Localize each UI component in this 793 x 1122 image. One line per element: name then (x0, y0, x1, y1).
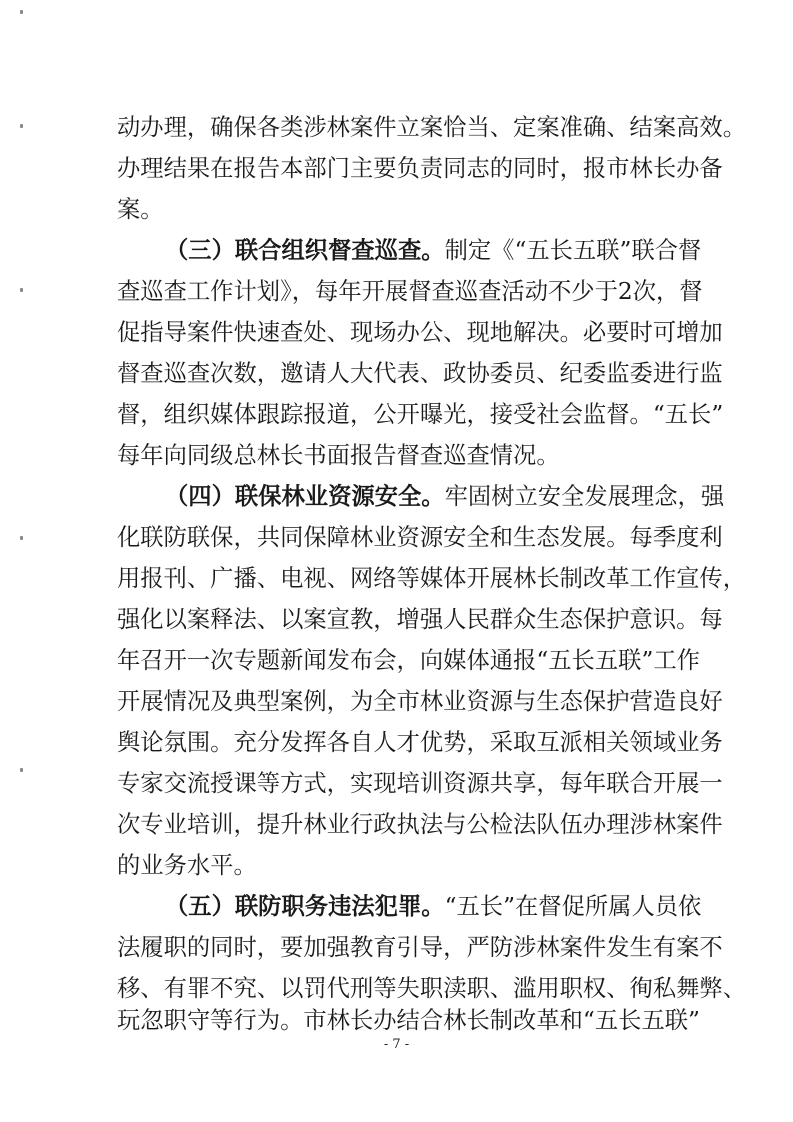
section-heading: （五）联防职务违法犯罪。 (165, 893, 445, 920)
scan-mark (20, 536, 23, 540)
section-heading-text: 牢固树立安全发展理念，强 (444, 483, 725, 510)
section-heading: （三）联合组织督查巡查。 (165, 237, 445, 264)
section-heading-text: “五长”在督促所属人员依 (444, 893, 702, 920)
body-line: 专家交流授课等方式，实现培训资源共享，每年联合开展一 (117, 770, 723, 797)
body-line: 玩忽职守等行为。市林长办结合林长制改革和“五长五联” (117, 1007, 700, 1034)
body-line: 年召开一次专题新闻发布会，向媒体通报“五长五联”工作 (117, 647, 700, 674)
body-line: 查巡查工作计划》，每年开展督查巡查活动不少于2次，督 (117, 278, 703, 305)
body-line: 办理结果在报告本部门主要负责同志的同时，报市林长办备 (117, 155, 723, 182)
section-heading-line (165, 479, 725, 515)
body-line: 化联防联保，共同保障林业资源安全和生态发展。每季度利 (117, 524, 723, 551)
body-line: 次专业培训，提升林业行政执法与公检法队伍办理涉林案件 (117, 811, 723, 838)
body-line: 动办理，确保各类涉林案件立案恰当、定案准确、结案高效。 (117, 114, 747, 141)
body-line: 法履职的同时，要加强教育引导，严防涉林案件发生有案不 (117, 934, 723, 961)
scan-mark (20, 288, 23, 292)
section-heading-text: 制定《“五长五联”联合督 (444, 237, 702, 264)
body-line: 移、有罪不究、以罚代刑等失职渎职、滥用职权、徇私舞弊、 (117, 975, 747, 1002)
body-line: 督查巡查次数，邀请人大代表、政协委员、纪委监委进行监 (117, 360, 723, 387)
section-heading: （四）联保林业资源安全。 (165, 483, 445, 510)
body-line: 督，组织媒体跟踪报道，公开曝光，接受社会监督。“五长” (117, 401, 724, 428)
body-line: 开展情况及典型案例，为全市林业资源与生态保护营造良好 (117, 688, 723, 715)
body-line: 案。 (117, 196, 164, 223)
body-line: 促指导案件快速查处、现场办公、现地解决。必要时可增加 (117, 319, 723, 346)
section-heading-line (165, 889, 702, 925)
body-line: 每年向同级总林长书面报告督查巡查情况。 (117, 442, 560, 469)
body-line: 的业务水平。 (117, 852, 257, 879)
scan-mark (20, 768, 23, 772)
scan-mark (20, 124, 23, 128)
section-heading-line (165, 233, 702, 269)
body-line: 用报刊、广播、电视、网络等媒体开展林长制改革工作宣传， (117, 565, 747, 592)
body-line: 舆论氛围。充分发挥各自人才优势，采取互派相关领域业务 (117, 729, 723, 756)
page-number: - 7 - (383, 1037, 410, 1052)
scan-mark (20, 10, 23, 14)
body-line: 强化以案释法、以案宣教，增强人民群众生态保护意识。每 (117, 606, 723, 633)
